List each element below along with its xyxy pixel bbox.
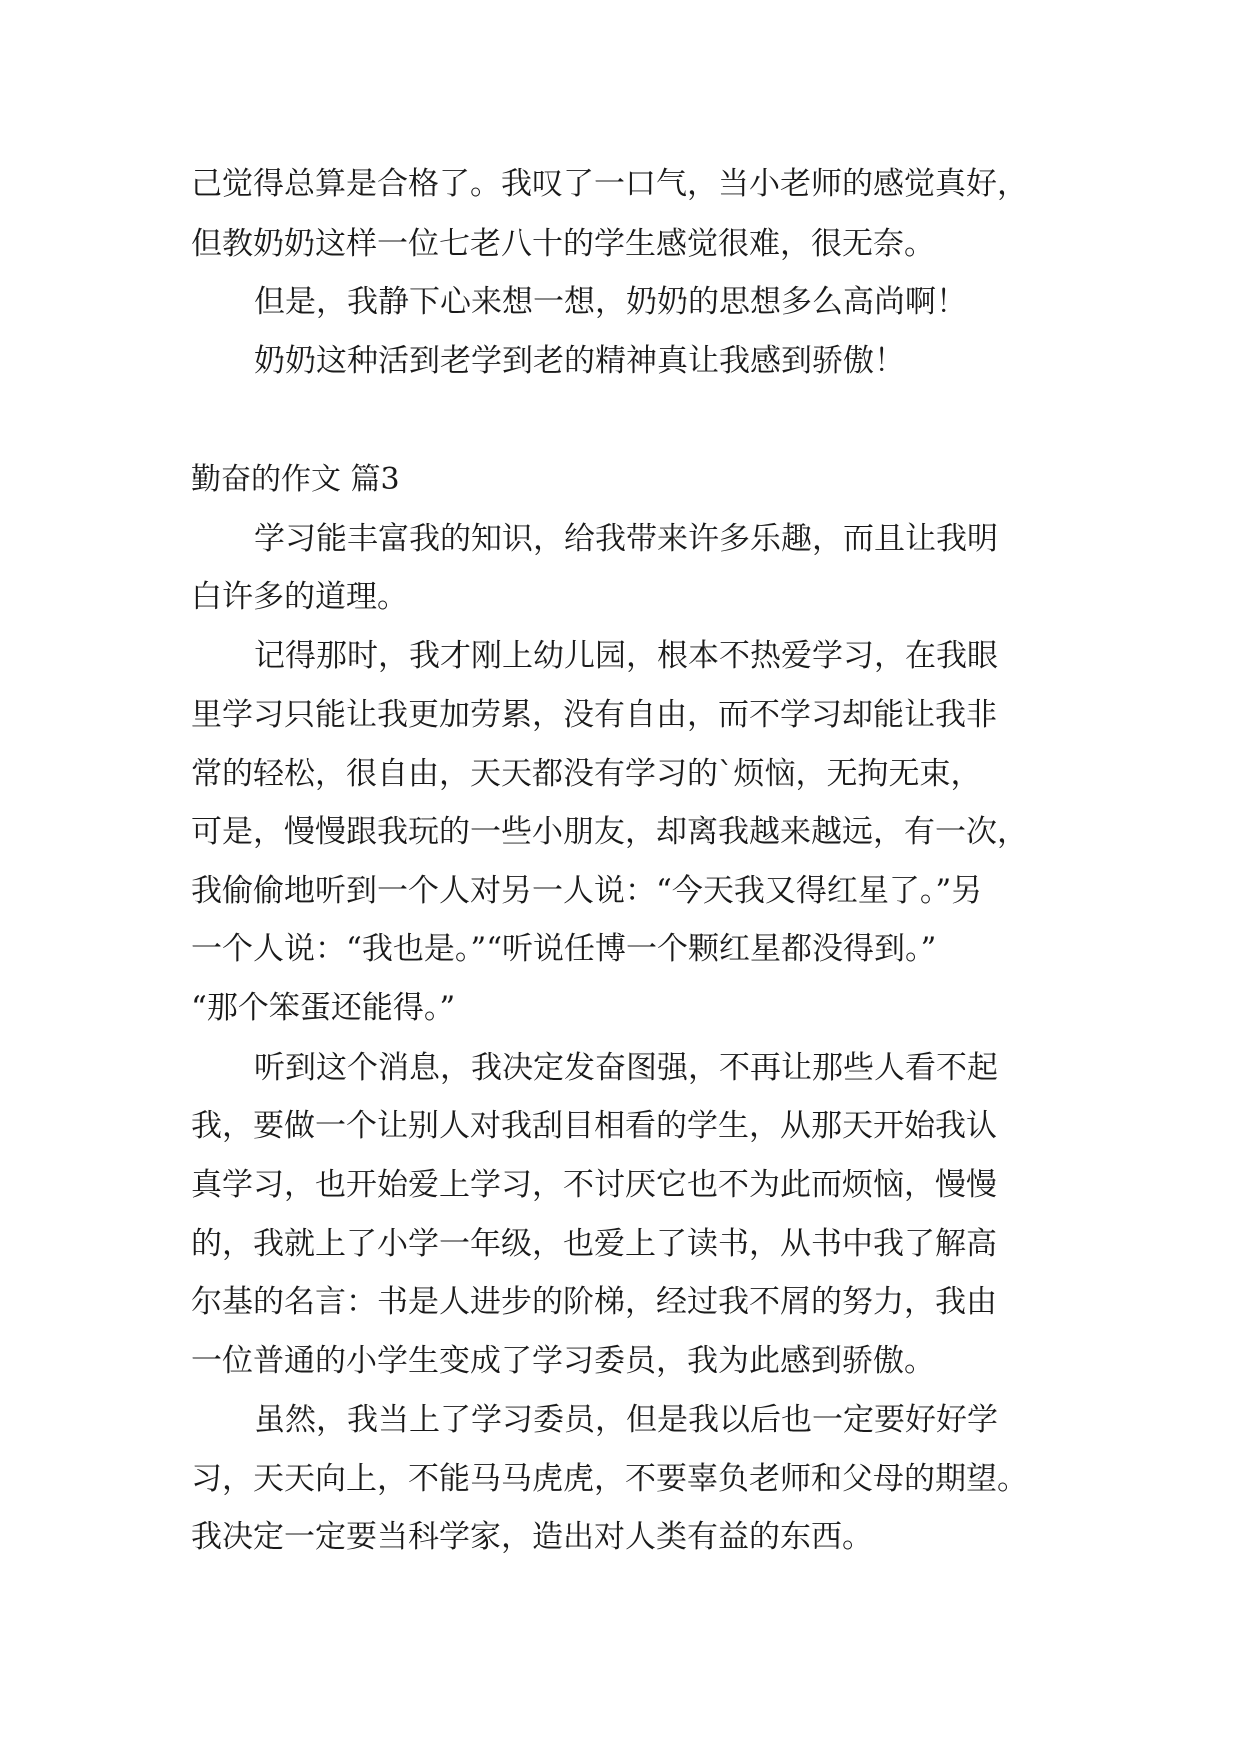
paragraph-line: 可是，慢慢跟我玩的一些小朋友，却离我越来越远，有一次，: [191, 814, 1028, 850]
section-title: 勤奋的作文 篇3: [191, 462, 400, 497]
text-line: [0, 924, 1241, 974]
paragraph-line: 但教奶奶这样一位七老八十的学生感觉很难，很无奈。: [191, 226, 935, 262]
text-line: [0, 866, 1241, 916]
paragraph-line: 我，要做一个让别人对我刮目相看的学生，从那天开始我认: [191, 1108, 997, 1144]
text-line: [0, 336, 1241, 386]
text-line: [0, 690, 1241, 740]
paragraph-line: 记得那时，我才刚上幼儿园，根本不热爱学习，在我眼: [254, 638, 998, 674]
text-line: [0, 631, 1241, 681]
text-line: [0, 1336, 1241, 1386]
paragraph-line: 虽然，我当上了学习委员，但是我以后也一定要好好学: [254, 1402, 998, 1438]
paragraph-line: 尔基的名言：书是人进步的阶梯，经过我不屑的努力，我由: [191, 1284, 997, 1320]
text-line: [0, 1454, 1241, 1504]
paragraph-line: 常的轻松，很自由，天天都没有学习的`烦恼，无拘无束，: [191, 756, 982, 792]
paragraph-line: 一个人说：“我也是。”“听说任博一个颗红星都没得到。”: [191, 931, 937, 967]
text-line: [0, 1160, 1241, 1210]
paragraph-line: 学习能丰富我的知识，给我带来许多乐趣，而且让我明: [254, 521, 998, 557]
paragraph-line: 听到这个消息，我决定发奋图强，不再让那些人看不起: [254, 1050, 998, 1086]
paragraph-line: 真学习，也开始爱上学习，不讨厌它也不为此而烦恼，慢慢: [191, 1167, 997, 1203]
text-line: [0, 1101, 1241, 1151]
text-line: [0, 159, 1241, 209]
text-line: [0, 514, 1241, 564]
paragraph-line: “那个笨蛋还能得。”: [191, 990, 456, 1026]
text-line: [0, 1043, 1241, 1093]
paragraph-line: 的，我就上了小学一年级，也爱上了读书，从书中我了解高: [191, 1226, 997, 1262]
paragraph-line: 己觉得总算是合格了。我叹了一口气，当小老师的感觉真好，: [191, 166, 1028, 202]
text-line: [0, 749, 1241, 799]
paragraph-line: 里学习只能让我更加劳累，没有自由，而不学习却能让我非: [191, 697, 997, 733]
text-line: [0, 219, 1241, 269]
text-line: [0, 277, 1241, 327]
paragraph-line: 我决定一定要当科学家，造出对人类有益的东西。: [191, 1519, 873, 1555]
paragraph-line: 我偷偷地听到一个人对另一人说：“今天我又得红星了。”另: [191, 873, 983, 909]
paragraph-line: 习，天天向上，不能马马虎虎，不要辜负老师和父母的期望。: [191, 1461, 1028, 1497]
text-line: [0, 1219, 1241, 1269]
text-line: [0, 1277, 1241, 1327]
text-line: [0, 807, 1241, 857]
text-line: [0, 983, 1241, 1033]
paragraph-line: 但是，我静下心来想一想，奶奶的思想多么高尚啊！: [254, 284, 967, 320]
text-line: [0, 572, 1241, 622]
paragraph-line: 白许多的道理。: [191, 579, 408, 615]
text-line: [0, 1395, 1241, 1445]
paragraph-line: 奶奶这种活到老学到老的精神真让我感到骄傲！: [254, 343, 905, 379]
paragraph-line: 一位普通的小学生变成了学习委员，我为此感到骄傲。: [191, 1343, 935, 1379]
section-heading-line: [0, 455, 1241, 505]
text-line: [0, 1512, 1241, 1562]
